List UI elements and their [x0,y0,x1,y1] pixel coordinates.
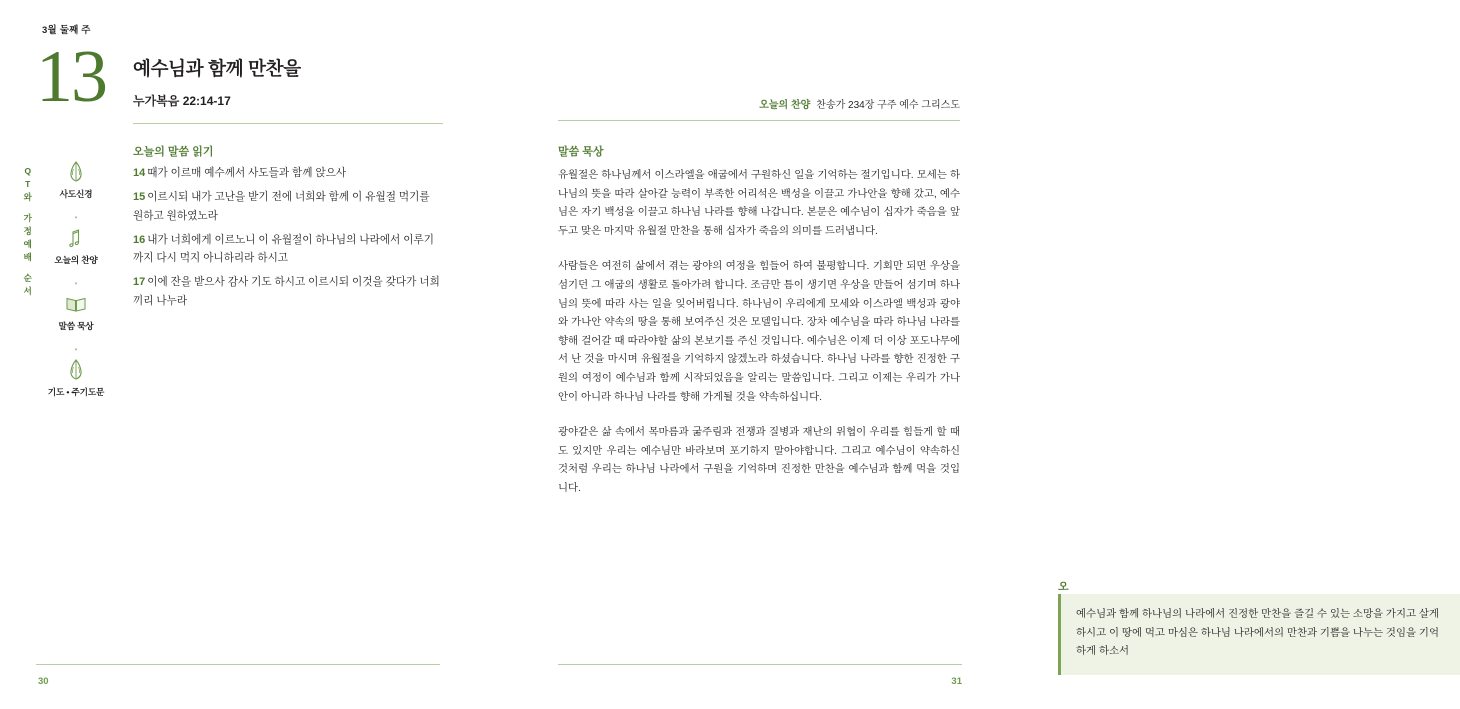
left-page [0,0,500,709]
sidebar-vertical-label [20,165,36,298]
left-page-number: 30 [38,676,49,687]
verse-number: 17 [133,276,146,289]
scripture-text [133,164,441,316]
prayer-box: 예수님과 함께 하나님의 나라에서 진정한 만찬을 즐길 수 있는 소망을 가지고 살게 하시고 이 땅에 먹고 마심은 하나님 나라에서의 만찬과 기쁨을 나누는 것임을 기억하게 하소서 [1058,594,1460,675]
right-page-number: 31 [951,676,962,687]
list-item-label: 오늘의 찬양 [54,255,98,265]
list-item [40,358,112,398]
sidebar-vertical-char: 정 [23,226,33,236]
verse-text: 때가 이르매 예수께서 사도들과 함께 앉으사 [147,167,347,179]
list-item [40,292,112,332]
verse-line [133,188,441,225]
separator-dot: • [74,213,78,222]
praying-hands-icon [40,160,112,186]
list-item-label: 말씀 묵상 [58,321,94,331]
meditation-paragraph: 광야같은 삶 속에서 목마름과 굶주림과 전쟁과 질병과 재난의 위협이 우리를 힘들게 할 때도 있지만 우리는 예수님만 바라보며 포기하지 말아야합니다. 그리고 예수님이 약속하신 것처럼 우리는 하나님 나라에서 구원을 기억하며 진정한 만찬을 예수님과 함께 먹을 것입니다. [558,427,960,494]
verse-number: 15 [133,191,146,204]
reading-heading: 오늘의 말씀 읽기 [133,146,214,158]
verse-line [133,164,441,182]
title-divider [133,123,443,124]
hymn-label: 오늘의 찬양 [759,100,811,111]
list-item-label: 사도신경 [59,189,93,199]
hymn-divider [558,120,960,121]
verse-line [133,273,441,310]
list-item [40,226,112,266]
meditation-paragraph: 사람들은 여전히 삶에서 겪는 광야의 여정을 힘들어 하여 불평합니다. 기회만 되면 우상을 섬기던 그 애굽의 생활로 돌아가려 합니다. 조금만 틈이 생기면 우상을 만들어 섬기며 하나님의 뜻에 따라 사는 일을 잊어버립니다. 하나님이 우리에게 모세와 이스라엘 백성과 광야와 가나안 약속의 땅을 통해 보여주신 것은 모델입니다. 장차 예수님을 따라 하나님 나라를 향해 걸어갈 때 따라야할 삶의 본보기를 주신 것입니다. 예수님은 이제 더 이상 포도나무에서 난 것을 마시며 유월절을 기억하지 않겠노라 하셨습니다. 하나님 나라를 향한 진정한 구원의 여정이 예수님과 함께 시작되었음을 알리는 말씀입니다. 그리고 이제는 우리가 가나안이 아니라 하나님 나라를 향해 가게될 것을 약속하십니다. [558,261,960,403]
meditation-body [558,167,960,516]
separator-dot: • [74,279,78,288]
left-footer-divider [36,664,440,665]
sidebar-vertical-char: 와 [23,192,33,202]
sidebar-vertical-char: 순 [23,273,33,283]
verse-line [133,231,441,268]
hymn-value: 찬송가 234장 구주 예수 그리스도 [816,100,960,111]
music-note-icon [40,226,112,252]
hymn-line [759,96,960,111]
separator-dot: • [74,345,78,354]
list-item [40,160,112,200]
list-item-label: 기도 • 주기도문 [47,387,105,397]
week-label: 3월 둘째 주 [42,25,91,36]
page-title: 예수님과 함께 만찬을 [133,58,301,79]
verse-text: 이르시되 내가 고난을 받기 전에 너희와 함께 이 유월절 먹기를 원하고 원하였노라 [133,191,430,222]
verse-text: 내가 너희에게 이르노니 이 유월절이 하나님의 나라에서 이루기까지 다시 먹지 아니하리라 하시고 [133,233,434,265]
sidebar-vertical-char: Q [24,166,32,176]
sidebar-vertical-char: T [25,179,31,189]
open-book-icon [40,292,112,318]
meditation-heading: 말씀 묵상 [558,146,604,158]
day-number: 13 [36,36,106,118]
verse-number: 16 [133,233,146,246]
sidebar-vertical-char: 배 [23,252,33,262]
verse-text: 이에 잔을 받으사 감사 기도 하시고 이르시되 이것을 갖다가 너희끼리 나누라 [133,276,440,307]
praying-hands-icon [40,358,112,384]
meditation-paragraph: 유월절은 하나님께서 이스라엘을 애굽에서 구원하신 일을 기억하는 절기입니다. 모세는 하나님의 뜻을 따라 살아갈 능력이 부족한 어리석은 백성을 이끌고 가나안을 향해 갔고, 예수님은 자기 백성을 이끌고 하나님 나라를 향해 나갑니다. 본문은 예수님이 십자가 죽음을 앞두고 맞은 마지막 유월절 만찬을 통해 십자가 죽음의 의미를 드러냅니다. [558,170,960,237]
right-footer-divider [558,664,962,665]
right-page [500,0,1439,709]
sidebar-vertical-char: 예 [23,239,33,249]
worship-order-list [40,160,112,411]
sidebar-vertical-char: 가 [23,213,33,223]
sidebar-vertical-char: 서 [23,286,33,296]
title-block [133,55,443,109]
prayer-heading: 오 [1058,581,1069,593]
scripture-reference: 누가복음 22:14-17 [133,94,231,108]
verse-number: 14 [133,167,146,179]
